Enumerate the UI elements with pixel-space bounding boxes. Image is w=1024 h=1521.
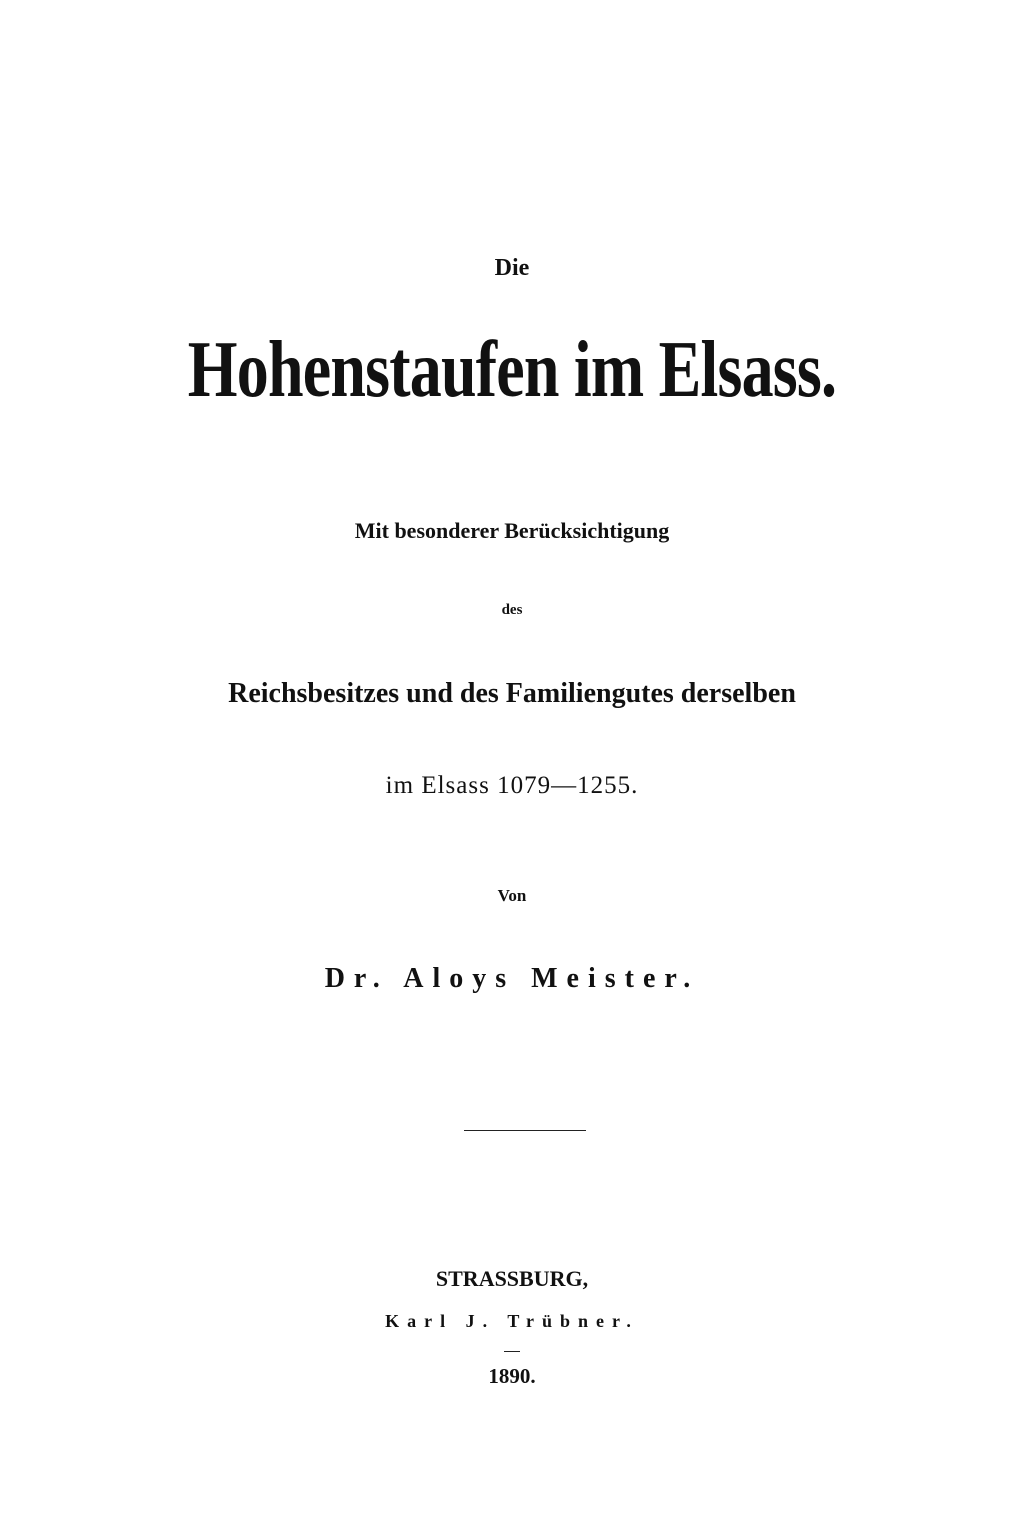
subtitle-line-3: Reichsbesitzes und des Familiengutes derselben bbox=[228, 678, 796, 709]
publisher-name: Karl J. Trübner. bbox=[385, 1311, 639, 1331]
subtitle-line-2: des bbox=[501, 602, 523, 618]
by-label: Von bbox=[497, 886, 527, 905]
divider-rule bbox=[464, 1130, 586, 1131]
publication-city: STRASSBURG, bbox=[435, 1266, 589, 1291]
publication-year: 1890. bbox=[488, 1364, 536, 1388]
author-name: Dr. Aloys Meister. bbox=[324, 963, 700, 994]
subtitle-line-1: Mit besonderer Berücksichtigung bbox=[354, 518, 670, 543]
main-title: Hohenstaufen im Elsass. bbox=[187, 326, 837, 414]
small-dash-divider bbox=[504, 1351, 520, 1352]
pre-title: Die bbox=[494, 255, 530, 281]
subtitle-line-4: im Elsass 1079—1255. bbox=[385, 772, 639, 799]
